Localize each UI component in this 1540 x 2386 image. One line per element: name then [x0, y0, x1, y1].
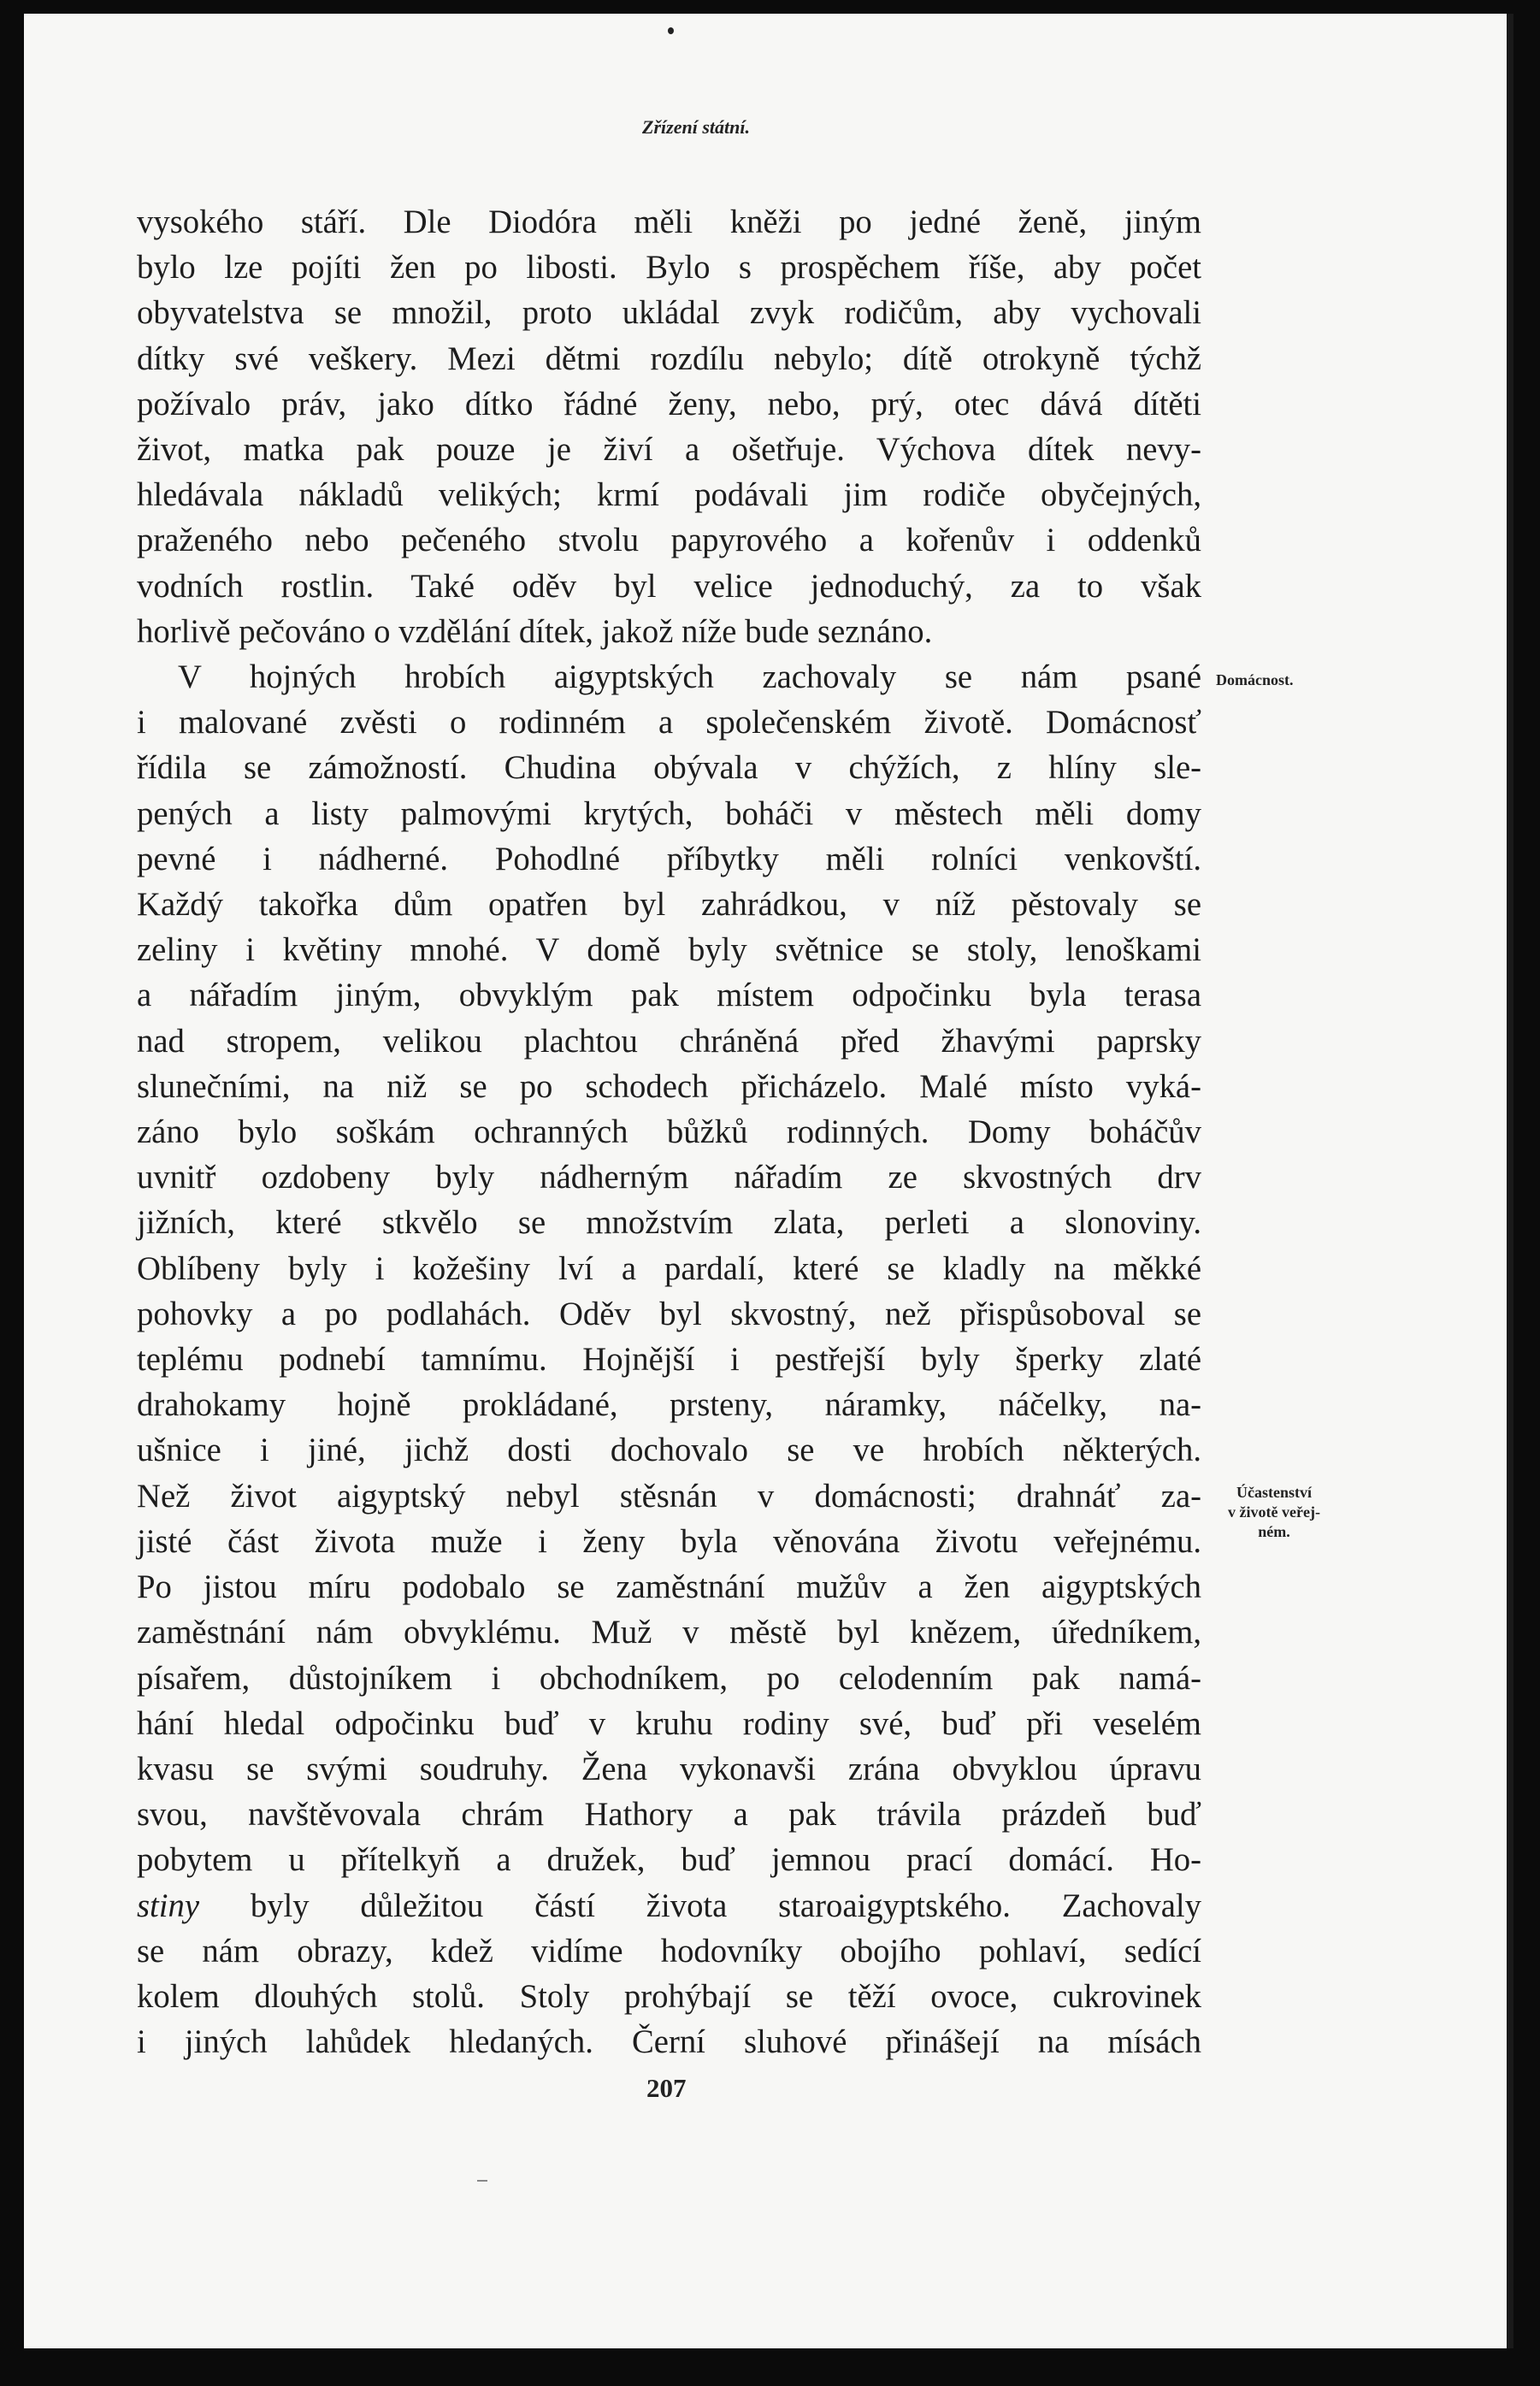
text-line: ušnice i jiné, jichž dosti dochovalo se ve hrobích některých.: [137, 1432, 1201, 1469]
margin-note-public-life: [1202, 1483, 1346, 1542]
text-line: Než život aigyptský nebyl stěsnán v domácnosti; drahnáť za-: [137, 1478, 1201, 1515]
margin-note-household: Domácnost.: [1216, 671, 1294, 688]
text-line: Po jistou míru podobalo se zaměstnání mužův a žen aigyptských: [137, 1569, 1201, 1606]
text-line: se nám obrazy, kdež vidíme hodovníky obojího pohlaví, sedící: [137, 1933, 1201, 1970]
text-line: pených a listy palmovými krytých, boháči v městech měli domy: [137, 795, 1201, 832]
text-line: kvasu se svými soudruhy. Žena vykonavši zrána obvyklou úpravu: [137, 1751, 1201, 1787]
text-line: uvnitř ozdobeny byly nádherným nářadím ze skvostných drv: [137, 1160, 1201, 1196]
page-edge-shadow: [1507, 14, 1513, 2348]
text-line: a nářadím jiným, obvyklým pak místem odpočinku byla terasa: [137, 977, 1201, 1014]
page-number: 207: [646, 2073, 687, 2103]
text-line: vodních rostlin. Také oděv byl velice jednoduchý, za to však: [137, 568, 1201, 605]
text-line: řídila se zámožností. Chudina obývala v chýžích, z hlíny sle-: [137, 750, 1201, 787]
text-line: život, matka pak pouze je živí a ošetřuje. Výchova dítek nevy-: [137, 432, 1201, 469]
text-line: i malované zvěsti o rodinném a společenském životě. Domácnosť: [137, 705, 1201, 741]
margin-note-line: v životě veřej-: [1228, 1503, 1320, 1521]
text-line: dítky své veškery. Mezi dětmi rozdílu nebylo; dítě otrokyně týchž: [137, 340, 1201, 377]
text-line: teplému podnebí tamnímu. Hojnější i pestřejší byly šperky zlaté: [137, 1342, 1201, 1379]
text-line: kolem dlouhých stolů. Stoly prohýbají se těží ovoce, cukrovinek: [137, 1978, 1201, 2015]
text-line: jisté část života muže i ženy byla věnována životu veřejnému.: [137, 1523, 1201, 1560]
text-line: požívalo práv, jako dítko řádné ženy, nebo, prý, otec dává dítěti: [137, 386, 1201, 422]
text-line: V hojných hrobích aigyptských zachovaly se nám psané: [178, 659, 1201, 696]
body-text: [137, 200, 1201, 2065]
text-line: pohovky a po podlahách. Oděv byl skvostný, než přispůsoboval se: [137, 1296, 1201, 1332]
paragraph-1: [137, 200, 1201, 655]
print-mark: [477, 2180, 487, 2182]
text-line: zaměstnání nám obvyklému. Muž v městě byl knězem, úředníkem,: [137, 1615, 1201, 1651]
text-line: hledávala nákladů velikých; krmí podávali jim rodiče obyčejných,: [137, 477, 1201, 514]
text-line: svou, navštěvovala chrám Hathory a pak trávila prázdeň buď: [137, 1797, 1201, 1834]
text-line: obyvatelstva se množil, proto ukládal zvyk rodičům, aby vychovali: [137, 295, 1201, 332]
text-line: pobytem u přítelkyň a družek, buď jemnou prací domácí. Ho-: [137, 1842, 1201, 1879]
text-line: vysokého stáří. Dle Diodóra měli kněži po jedné ženě, jiným: [137, 204, 1201, 240]
text-line: praženého nebo pečeného stvolu papyrového a kořenův i oddenků: [137, 523, 1201, 559]
text-line: jižních, které stkvělo se množstvím zlata, perleti a slonoviny.: [137, 1205, 1201, 1242]
text-line: zeliny i květiny mnohé. V domě byly světnice se stoly, lenoškami: [137, 932, 1201, 969]
text-line: nad stropem, velikou plachtou chráněná před žhavými paprsky: [137, 1023, 1201, 1060]
text-line-with-italic: [137, 1884, 1201, 1929]
paragraph-2: [137, 655, 1201, 2065]
text-line: drahokamy hojně prokládané, prsteny, náramky, náčelky, na-: [137, 1387, 1201, 1424]
line-remainder: byly důležitou částí života staroaigyptského. Zachovaly: [199, 1887, 1201, 1924]
text-line: pevné i nádherné. Pohodlné příbytky měli rolníci venkovští.: [137, 841, 1201, 877]
text-line: bylo lze pojíti žen po libosti. Bylo s prospěchem říše, aby počet: [137, 250, 1201, 286]
text-line: slunečními, na niž se po schodech přicházelo. Malé místo vyká-: [137, 1068, 1201, 1105]
text-line: písařem, důstojníkem i obchodníkem, po celodenním pak namá-: [137, 1660, 1201, 1697]
text-line: hání hledal odpočinku buď v kruhu rodiny své, buď při veselém: [137, 1705, 1201, 1742]
text-line: záno bylo soškám ochranných bůžků rodinných. Domy boháčův: [137, 1114, 1201, 1151]
running-header: Zřízení státní.: [642, 116, 750, 138]
italic-word: stiny: [137, 1887, 200, 1924]
margin-note-line: ném.: [1258, 1523, 1290, 1540]
ink-speck: [668, 27, 674, 34]
book-page: [24, 14, 1513, 2348]
text-line: Každý takořka dům opatřen byl zahrádkou, v níž pěstovaly se: [137, 887, 1201, 924]
text-line: horlivě pečováno o vzdělání dítek, jakož níže bude seznáno.: [137, 613, 933, 650]
margin-note-line: Účastenství: [1236, 1484, 1312, 1501]
text-line: i jiných lahůdek hledaných. Černí sluhové přinášejí na mísách: [137, 2024, 1201, 2061]
text-line: Oblíbeny byly i kožešiny lví a pardalí, které se kladly na měkké: [137, 1250, 1201, 1287]
